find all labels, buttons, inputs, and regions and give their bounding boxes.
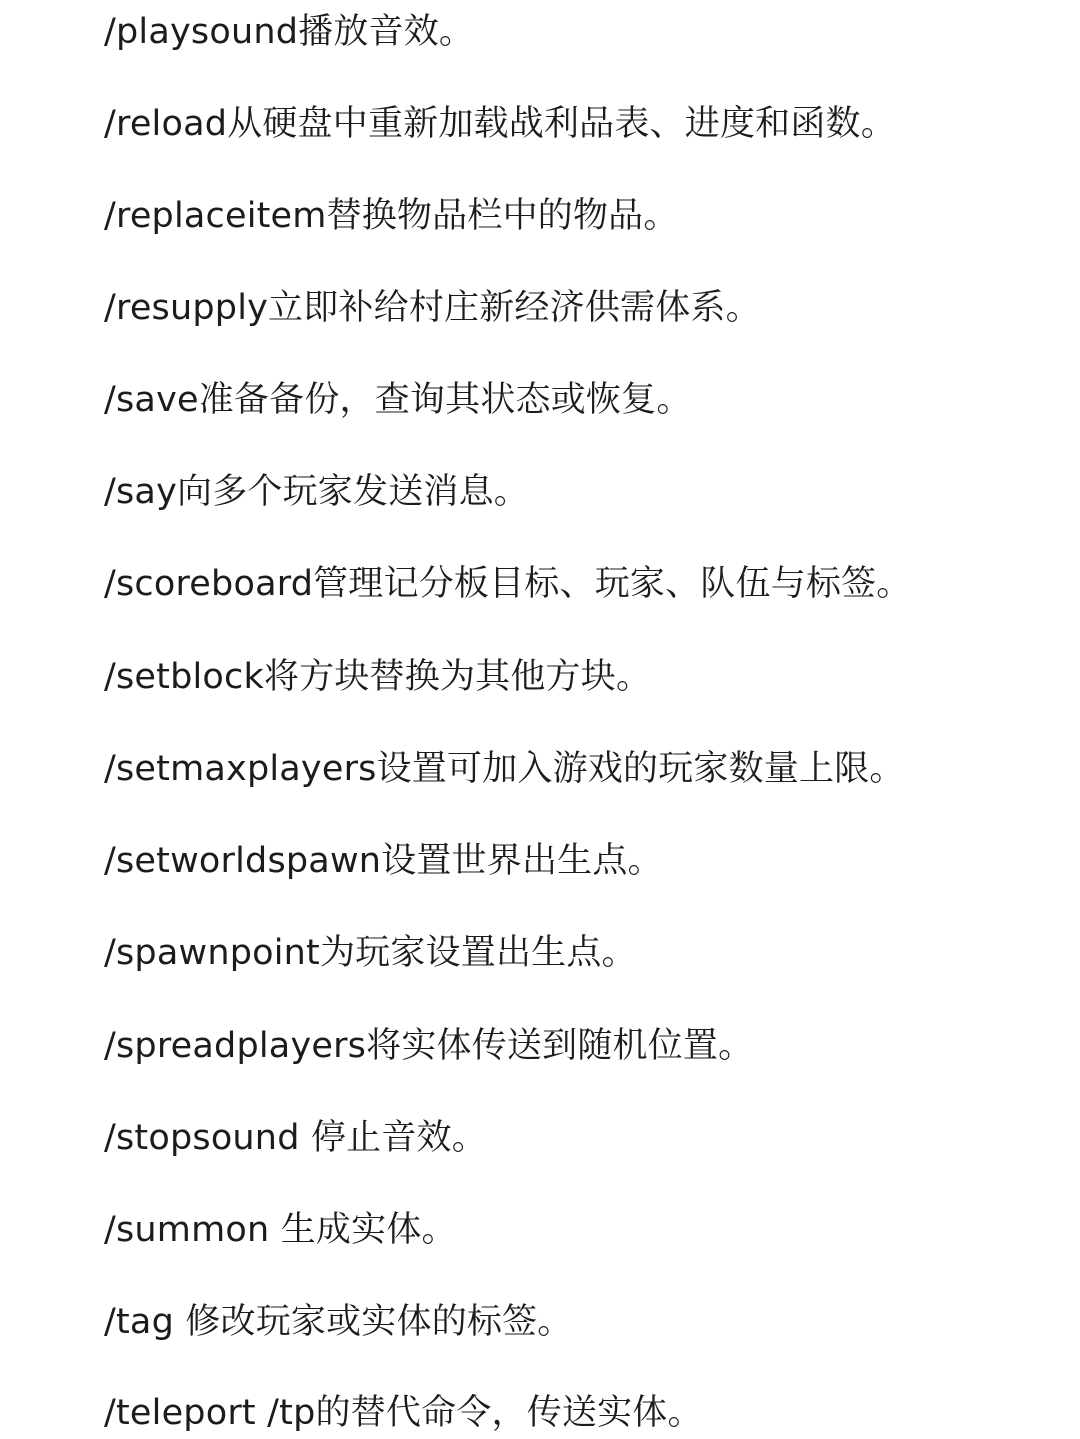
- command-line-replaceitem: /replaceitem替换物品栏中的物品。: [104, 196, 679, 236]
- command-line-playsound: /playsound播放音效。: [104, 12, 475, 52]
- command-line-summon: /summon 生成实体。: [104, 1210, 457, 1250]
- command-line-say: /say向多个玩家发送消息。: [104, 472, 529, 512]
- command-line-reload: /reload从硬盘中重新加载战利品表、进度和函数。: [104, 104, 896, 144]
- command-line-tag: /tag 修改玩家或实体的标签。: [104, 1302, 573, 1342]
- command-line-setblock: /setblock将方块替换为其他方块。: [104, 657, 652, 697]
- command-line-resupply: /resupply立即补给村庄新经济供需体系。: [104, 288, 761, 328]
- command-line-spreadplayers: /spreadplayers将实体传送到随机位置。: [104, 1026, 754, 1066]
- command-line-teleport: /teleport /tp的替代命令，传送实体。: [104, 1393, 703, 1433]
- command-line-spawnpoint: /spawnpoint为玩家设置出生点。: [104, 933, 637, 973]
- command-line-stopsound: /stopsound 停止音效。: [104, 1118, 487, 1158]
- command-line-setmaxplayers: /setmaxplayers设置可加入游戏的玩家数量上限。: [104, 749, 905, 789]
- command-line-save: /save准备备份，查询其状态或恢复。: [104, 380, 692, 420]
- command-line-setworldspawn: /setworldspawn设置世界出生点。: [104, 841, 663, 881]
- command-line-scoreboard: /scoreboard管理记分板目标、玩家、队伍与标签。: [104, 564, 912, 604]
